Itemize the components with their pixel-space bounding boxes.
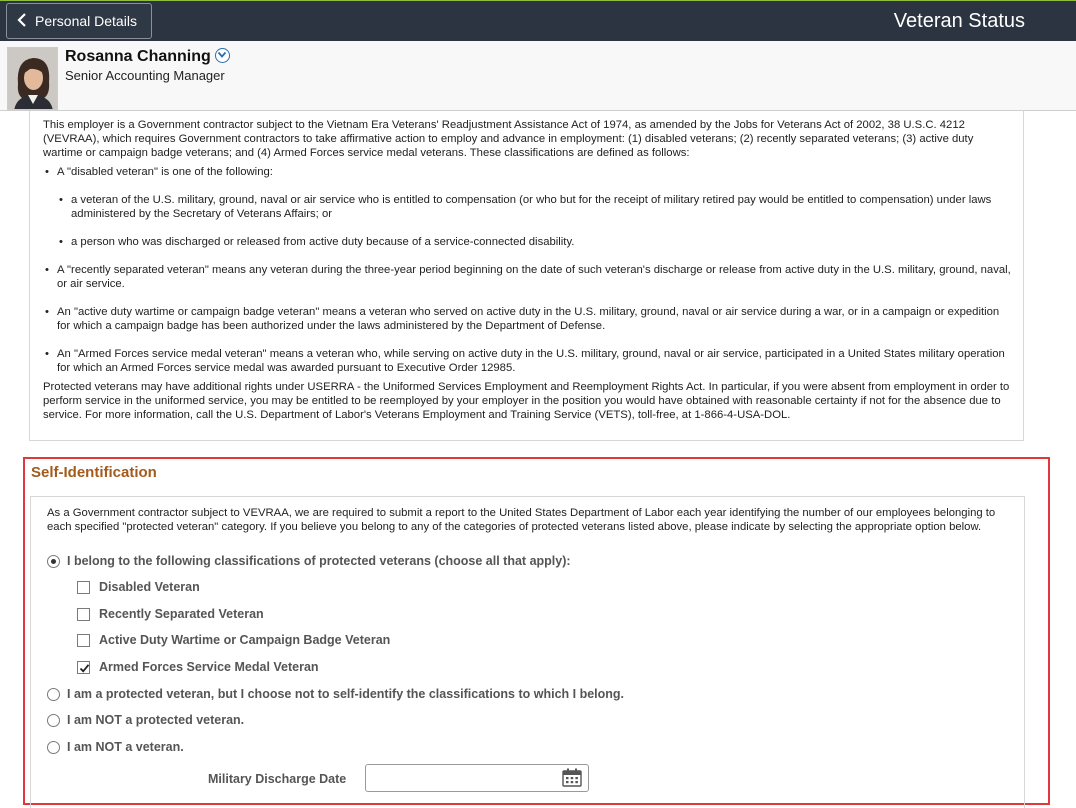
- checkbox[interactable]: [77, 634, 90, 647]
- back-button[interactable]: [6, 3, 152, 39]
- chevron-left-icon: [17, 12, 27, 30]
- employee-name: [65, 48, 230, 66]
- self-identification-panel: [30, 496, 1025, 808]
- radio-option-not-veteran[interactable]: [47, 740, 184, 754]
- checkmark-icon: [78, 662, 91, 675]
- calendar-icon[interactable]: [562, 768, 582, 787]
- checkbox[interactable]: [77, 581, 90, 594]
- section-title: Self-Identification: [31, 464, 157, 481]
- notice-recently-separated: • A "recently separated veteran" means any veteran during the three-year period beginning on the date of such veteran's discharge or release from active duty in the U.S. military, ground, naval, or air service.: [43, 263, 1011, 291]
- employee-banner: [0, 41, 1076, 111]
- checkbox[interactable]: [77, 608, 90, 621]
- page-content: [0, 111, 1076, 808]
- radio-button[interactable]: [47, 555, 60, 568]
- checkbox-label: Armed Forces Service Medal Veteran: [99, 660, 319, 674]
- back-button-label: Personal Details: [35, 13, 137, 29]
- self-identification-intro: As a Government contractor subject to VEVRAA, we are required to submit a report to the United States Department of Labor each year identifying the number of our employees belonging to each specified "protected veteran" category. If you believe you belong to any of the categories of protected veterans listed above, please indicate by selecting the appropriate option below.: [47, 507, 996, 533]
- checkbox-disabled-veteran[interactable]: [77, 580, 200, 594]
- radio-label: I am a protected veteran, but I choose not to self-identify the classifications to which I belong.: [67, 687, 625, 701]
- radio-option-not-protected[interactable]: [47, 713, 244, 727]
- employee-job-title: Senior Accounting Manager: [65, 68, 225, 83]
- notice-intro: This employer is a Government contractor subject to the Vietnam Era Veterans' Readjustment Assistance Act of 1974, as amended by the Jobs for Veterans Act of 2002, 38 U.S.C. 4212 (VEVRAA), which requires Government contractors to take affirmative action to employ and advance in employment: (1) disabled veterans; (2) recently separated veterans; (3) active duty wartime or campaign badge veterans; and (4) Armed Forces service medal veterans. These classifications are defined as follows:: [43, 119, 974, 159]
- radio-label: I am NOT a veteran.: [67, 740, 184, 754]
- radio-option-no-self-identify[interactable]: [47, 687, 624, 701]
- checkbox-label: Disabled Veteran: [99, 580, 200, 594]
- top-bar: [0, 0, 1076, 41]
- notice-disabled-veteran: • A "disabled veteran" is one of the following:: [43, 165, 1011, 179]
- discharge-date-input[interactable]: [365, 764, 589, 792]
- notice-medal: • An "Armed Forces service medal veteran" means a veteran who, while serving on active duty in the U.S. military, ground, naval or air service, participated in a United States military operation for which an Armed Forces service medal was awarded pursuant to Executive Order 12985.: [43, 347, 1011, 375]
- radio-button[interactable]: [47, 688, 60, 701]
- radio-option-classifications[interactable]: [47, 554, 571, 568]
- radio-label: I belong to the following classifications of protected veterans (choose all that apply):: [67, 554, 571, 568]
- avatar: [7, 47, 58, 110]
- notice-userra-rights: Protected veterans may have additional rights under USERRA - the Uniformed Services Employment and Reemployment Rights Act. In particular, if you were absent from employment in order to perform service in the uniformed service, you may be entitled to be reemployed by your employer in the position you would have obtained with reasonable certainty if not for the absence due to service. For more information, call the U.S. Department of Labor's Veterans Employment and Training Service (VETS), toll-free, at 1-866-4-USA-DOL.: [43, 381, 1010, 421]
- checkbox-armed-forces-medal[interactable]: [77, 660, 319, 674]
- chevron-down-circle-icon[interactable]: [215, 48, 230, 63]
- checkbox-label: Active Duty Wartime or Campaign Badge Veteran: [99, 633, 391, 647]
- employee-name-text: Rosanna Channing: [65, 48, 211, 65]
- radio-button[interactable]: [47, 714, 60, 727]
- discharge-date-label: Military Discharge Date: [208, 772, 347, 786]
- checkbox-label: Recently Separated Veteran: [99, 607, 264, 621]
- notice-disabled-a: • a veteran of the U.S. military, ground, naval or air service who is entitled to compensation (or who but for the receipt of military retired pay would be entitled to compensation) under laws administered by the Secretary of Veterans Affairs; or: [43, 193, 1011, 221]
- radio-button[interactable]: [47, 741, 60, 754]
- self-identification-section: [23, 457, 1050, 805]
- notice-disabled-b: • a person who was discharged or released from active duty because of a service-connected disability.: [43, 235, 1011, 249]
- notice-active-duty: • An "active duty wartime or campaign badge veteran" means a veteran who served on active duty in the U.S. military, ground, naval or air service during a war, or in a campaign or expedition for which a campaign badge has been authorized under the laws administered by the Department of Defense.: [43, 305, 1011, 333]
- checkbox-checked[interactable]: [77, 661, 90, 674]
- checkbox-recently-separated[interactable]: [77, 607, 264, 621]
- page-title: Veteran Status: [893, 10, 1025, 32]
- vevraa-notice: [29, 111, 1024, 441]
- radio-label: I am NOT a protected veteran.: [67, 713, 245, 727]
- checkbox-active-duty[interactable]: [77, 633, 390, 647]
